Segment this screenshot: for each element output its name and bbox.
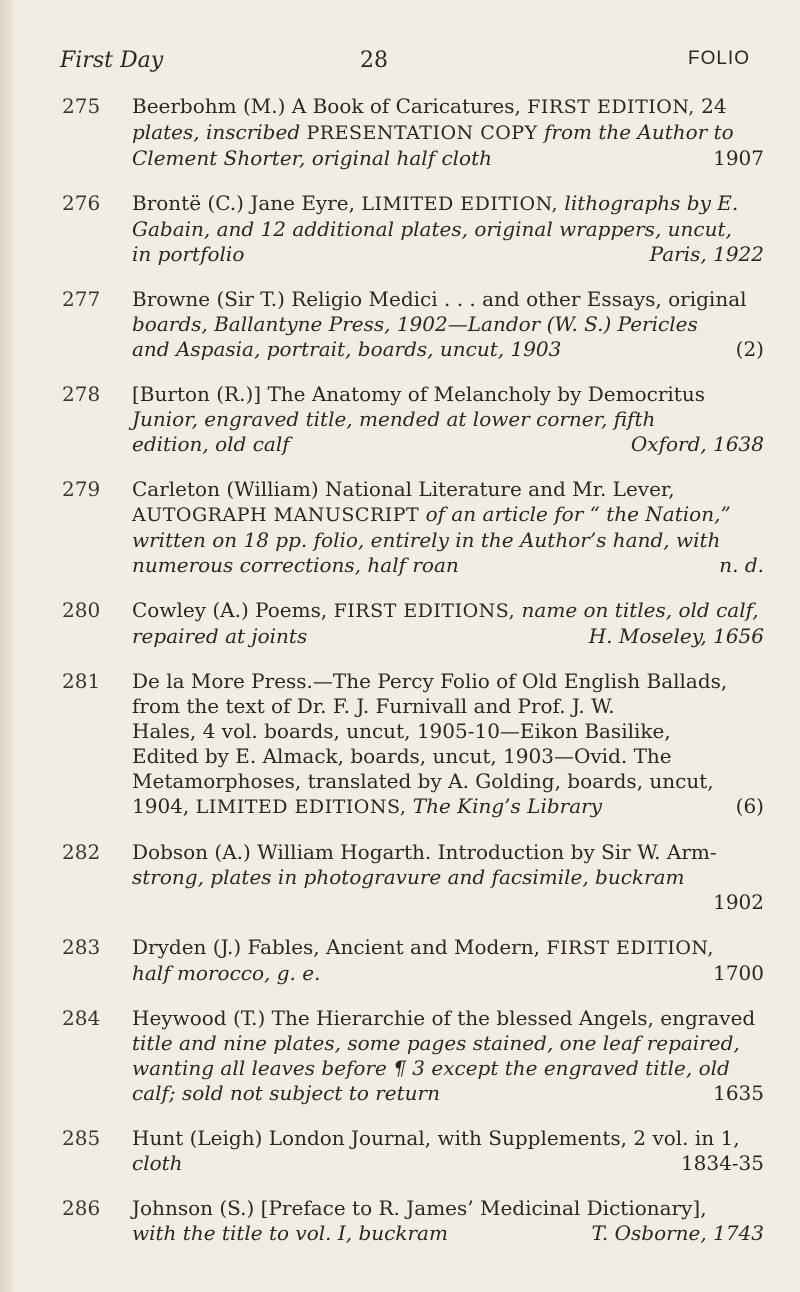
lot-description — [132, 287, 764, 362]
lot-date: 1834-35 — [680, 1151, 764, 1175]
line: calf; sold not subject to return — [132, 1081, 440, 1105]
lot-description — [132, 477, 764, 578]
line: Hunt (Leigh) London Journal, with Supplements, 2 vol. in 1, — [132, 1126, 740, 1150]
line-smallcaps: PRESENTATION COPY — [306, 122, 538, 144]
lot-number: 286 — [62, 1196, 101, 1220]
lot-entry — [0, 669, 800, 820]
line: strong, plates in photogravure and facsimile, buckram — [132, 865, 685, 889]
lot-entry — [0, 935, 800, 986]
line: and Aspasia, portrait, boards, uncut, 1903 — [132, 337, 562, 361]
lot-list — [0, 94, 800, 1266]
line: Junior, engraved title, mended at lower corner, fifth — [132, 407, 656, 431]
page-header — [60, 48, 750, 88]
lot-count: (6) — [735, 794, 764, 818]
line: cloth — [132, 1151, 183, 1175]
lot-number: 277 — [62, 287, 101, 311]
line: Edited by E. Almack, boards, uncut, 1903—Ovid. The — [132, 744, 672, 768]
lot-entry — [0, 1126, 800, 1176]
lot-description — [132, 840, 764, 915]
lot-number: 283 — [62, 935, 101, 959]
lot-entry — [0, 1006, 800, 1106]
lot-description — [132, 935, 764, 986]
line: [Burton (R.)] The Anatomy of Melancholy by Democritus — [132, 382, 705, 406]
line: wanting all leaves before ¶ 3 except the engraved title, old — [132, 1056, 730, 1080]
line: written on 18 pp. folio, entirely in the Author’s hand, with — [132, 528, 721, 552]
lot-description — [132, 669, 764, 820]
lot-date: Oxford, 1638 — [630, 432, 764, 456]
line: numerous corrections, half roan — [132, 553, 459, 577]
lot-description — [132, 1196, 764, 1246]
line: Johnson (S.) [Preface to R. James’ Medicinal Dictionary], — [132, 1196, 707, 1220]
lot-number: 281 — [62, 669, 101, 693]
line: of an article for “ the Nation,” — [419, 502, 731, 526]
lot-date: Paris, 1922 — [649, 242, 764, 266]
lot-date: T. Osborne, 1743 — [591, 1221, 764, 1245]
line: plates, inscribed — [132, 120, 307, 144]
line: Browne (Sir T.) Religio Medici . . . and other Essays, original — [132, 287, 747, 311]
lot-date: 1700 — [713, 961, 764, 985]
line: Gabain, and 12 additional plates, original wrappers, uncut, — [132, 217, 732, 241]
line: Beerbohm (M.) A Book of Caricatures, — [132, 94, 528, 118]
lot-entry — [0, 477, 800, 578]
line: in portfolio — [132, 242, 245, 266]
line: Heywood (T.) The Hierarchie of the blessed Angels, engraved — [132, 1006, 756, 1030]
lot-number: 282 — [62, 840, 101, 864]
line: from the Author to — [537, 120, 734, 144]
line: Hales, 4 vol. boards, uncut, 1905-10—Eikon Basilike, — [132, 719, 671, 743]
line: Carleton (William) National Literature and Mr. Lever, — [132, 477, 675, 501]
lot-entry — [0, 382, 800, 457]
lot-entry — [0, 598, 800, 649]
lot-date: H. Moseley, 1656 — [588, 624, 764, 648]
line: with the title to vol. I, buckram — [132, 1221, 448, 1245]
line-smallcaps: LIMITED EDITION, — [361, 193, 559, 215]
lot-description — [132, 598, 764, 649]
line: lithographs by E. — [558, 191, 739, 215]
lot-date: n. d. — [719, 553, 764, 577]
line: title and nine plates, some pages stained, one leaf repaired, — [132, 1031, 740, 1055]
line: half morocco, g. e. — [132, 961, 321, 985]
lot-number: 280 — [62, 598, 101, 622]
line: 24 — [694, 94, 727, 118]
line: Dryden (J.) Fables, Ancient and Modern, — [132, 935, 547, 959]
lot-entry — [0, 840, 800, 915]
lot-number: 275 — [62, 94, 101, 118]
lot-description — [132, 191, 764, 267]
lot-date: 1635 — [713, 1081, 764, 1105]
line: De la More Press.—The Percy Folio of Old English Ballads, — [132, 669, 728, 693]
line-smallcaps: AUTOGRAPH MANUSCRIPT — [132, 504, 420, 526]
lot-entry — [0, 191, 800, 267]
line: boards, Ballantyne Press, 1902—Landor (W. S.) Pericles — [132, 312, 698, 336]
lot-entry — [0, 94, 800, 171]
header-folio: FOLIO — [687, 48, 750, 69]
line: from the text of Dr. F. J. Furnivall and Prof. J. W. — [132, 694, 615, 718]
lot-number: 276 — [62, 191, 101, 215]
lot-date: 1907 — [713, 146, 764, 170]
line: name on titles, old calf, — [515, 598, 759, 622]
lot-description — [132, 1126, 764, 1176]
lot-number: 284 — [62, 1006, 101, 1030]
lot-description — [132, 382, 764, 457]
lot-date: 1902 — [713, 890, 764, 914]
lot-number: 279 — [62, 477, 101, 501]
line: edition, old calf — [132, 432, 290, 456]
line: The King’s Library — [406, 794, 602, 818]
line-smallcaps: FIRST EDITIONS, — [333, 600, 516, 622]
lot-description — [132, 1006, 764, 1106]
line: Cowley (A.) Poems, — [132, 598, 334, 622]
line: Clement Shorter, original half cloth — [132, 146, 493, 170]
lot-description — [132, 94, 764, 171]
lot-number: 285 — [62, 1126, 101, 1150]
line: Metamorphoses, translated by A. Golding, boards, uncut, — [132, 769, 714, 793]
header-day: First Day — [60, 48, 164, 73]
line: 1904, — [132, 794, 196, 818]
line: Dobson (A.) William Hogarth. Introduction by Sir W. Arm- — [132, 840, 717, 864]
page-number: 28 — [360, 48, 388, 73]
line-smallcaps: FIRST EDITION, — [546, 937, 714, 959]
line-smallcaps: FIRST EDITION, — [527, 96, 695, 118]
lot-number: 278 — [62, 382, 101, 406]
line: Brontë (C.) Jane Eyre, — [132, 191, 362, 215]
line: repaired at joints — [132, 624, 308, 648]
line-smallcaps: LIMITED EDITIONS, — [195, 796, 407, 818]
lot-count: (2) — [735, 337, 764, 361]
lot-entry — [0, 1196, 800, 1246]
lot-entry — [0, 287, 800, 362]
